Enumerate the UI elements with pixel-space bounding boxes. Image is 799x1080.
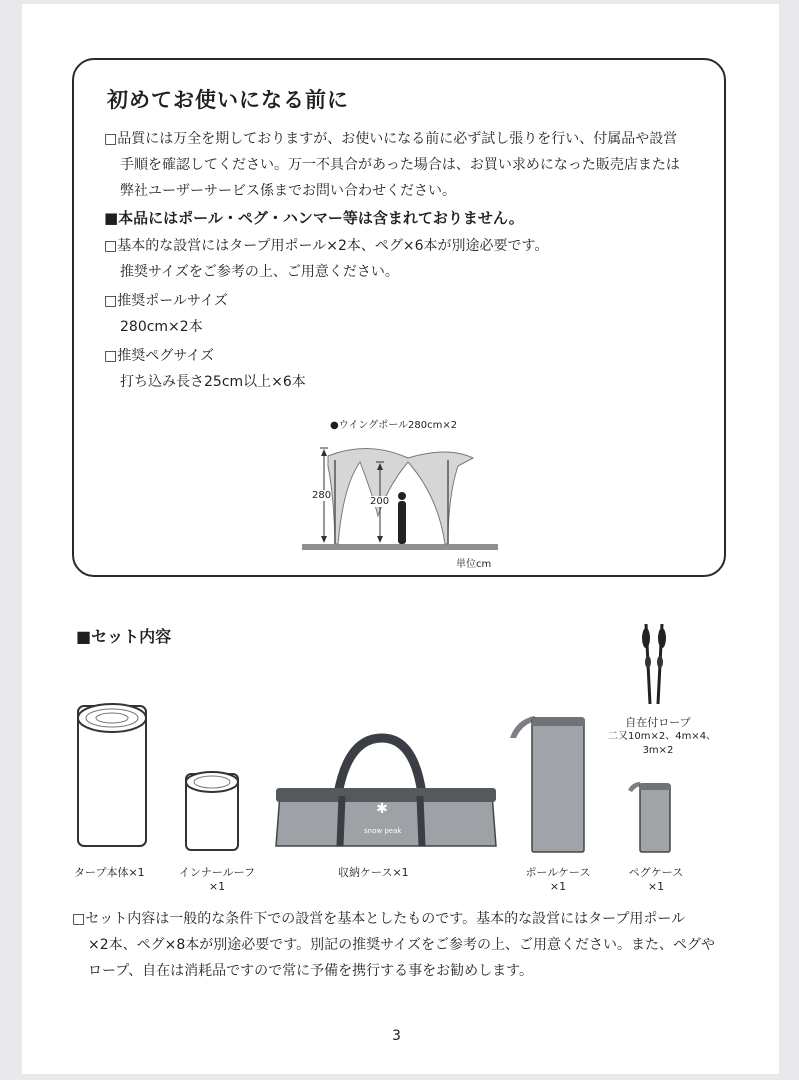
dim-280-label: 280 xyxy=(312,490,332,501)
dim-200-label: 200 xyxy=(370,496,390,507)
manual-page xyxy=(22,4,779,1074)
set-contents-footnote xyxy=(72,906,715,984)
item-tarp-body xyxy=(74,866,145,880)
notice-paragraph-required xyxy=(104,233,548,285)
inner-roof-illustration xyxy=(184,768,244,852)
notice-line: 弊社ユーザーサービス係までお問い合わせください。 xyxy=(120,183,456,199)
bag-brand: snow peak xyxy=(364,827,402,835)
item-rope xyxy=(608,716,717,758)
footnote-line: □セット内容は一般的な条件下での設営を基本としたものです。基本的な設営にはタープ用ポール xyxy=(72,911,686,927)
footnote-line: ×2本、ペグ×8本が別途必要です。別記の推奨サイズをご参考の上、ご用意ください。また、ペグや xyxy=(88,937,716,953)
notice-warning: ■本品にはポール・ペグ・ハンマー等は含まれておりません。 xyxy=(104,209,524,227)
set-contents-title: ■セット内容 xyxy=(76,627,172,646)
item-label: タープ本体×1 xyxy=(74,866,145,879)
notice-paragraph-quality xyxy=(104,126,680,204)
item-label: 収納ケース×1 xyxy=(338,866,409,879)
unit-label: 単位cm xyxy=(456,559,492,570)
pole-label: ●ウイングポール280cm×2 xyxy=(330,420,458,431)
notice-line: 手順を確認してください。万一不具合があった場合は、お買い求めになった販売店または xyxy=(120,157,680,173)
notice-line: 推奨サイズをご参考の上、ご用意ください。 xyxy=(120,264,399,280)
tarp-illustration xyxy=(298,416,528,570)
peg-size-value: 打ち込み長さ25cm以上×6本 xyxy=(120,374,306,390)
item-label: ポールケース xyxy=(525,866,591,879)
notice-line: □基本的な設営にはタープ用ポール×2本、ペグ×6本が別途必要です。 xyxy=(104,238,549,254)
item-label: ペグケース xyxy=(628,866,684,879)
ground xyxy=(302,544,498,550)
pole-size-value: 280cm×2本 xyxy=(120,319,203,335)
item-storage-case xyxy=(338,866,409,880)
item-label: インナールーフ xyxy=(178,866,256,879)
item-peg-case xyxy=(624,866,688,894)
item-qty: ×1 xyxy=(647,880,665,893)
person-body xyxy=(398,501,406,544)
peg-size-block xyxy=(104,343,306,395)
pole-size-block xyxy=(104,288,228,340)
item-inner-roof xyxy=(174,866,260,894)
pole-case-illustration xyxy=(508,714,588,854)
notice-line: □品質には万全を期しておりますが、お使いになる前に必ず試し張りを行い、付属品や設営 xyxy=(104,131,678,147)
footnote-line: ロープ、自在は消耗品ですので常に予備を携行する事をお勧めします。 xyxy=(88,963,534,979)
item-label: 自在付ロープ xyxy=(625,716,691,729)
notice-title: 初めてお使いになる前に xyxy=(107,88,349,112)
peg-case-illustration xyxy=(626,780,676,854)
notice-box xyxy=(72,58,726,577)
svg-text:✱: ✱ xyxy=(376,801,388,817)
pole-size-heading: □推奨ポールサイズ xyxy=(104,293,228,309)
peg-size-heading: □推奨ペグサイズ xyxy=(104,348,215,364)
pitch-diagram xyxy=(298,416,528,570)
item-detail: 3m×2 xyxy=(642,745,674,756)
item-qty: ×1 xyxy=(549,880,567,893)
tarp-body-illustration xyxy=(76,700,156,850)
item-detail: 二又10m×2、4m×4、 xyxy=(608,731,717,742)
item-qty: ×1 xyxy=(208,880,226,893)
rope-illustration xyxy=(632,622,682,706)
person-head xyxy=(398,492,406,500)
item-pole-case xyxy=(522,866,594,894)
page-number: 3 xyxy=(392,1028,401,1044)
